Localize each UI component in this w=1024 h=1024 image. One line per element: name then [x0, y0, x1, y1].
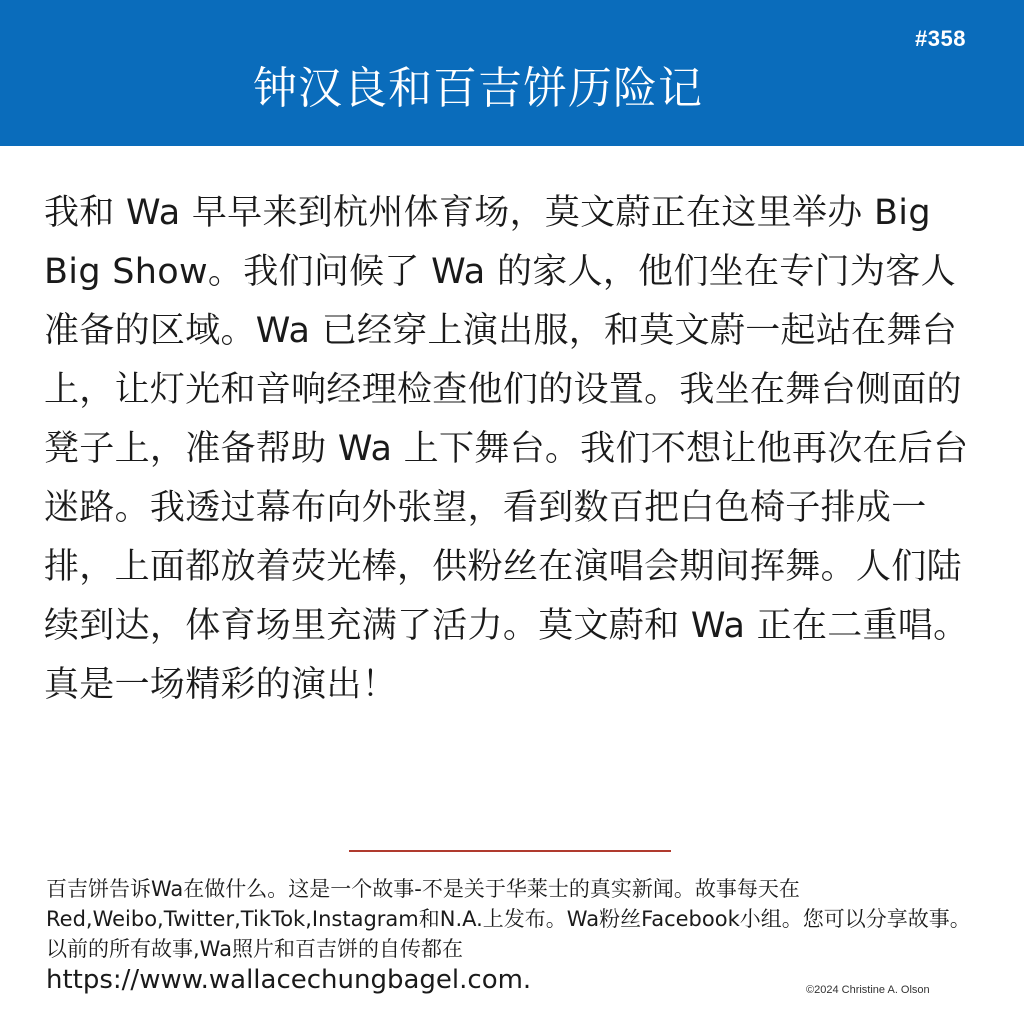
divider-line — [349, 850, 671, 852]
episode-number: #358 — [915, 26, 966, 51]
website-link[interactable]: https://www.wallacechungbagel.com. — [46, 965, 532, 995]
story-text: 我和 Wa 早早来到杭州体育场，莫文蔚正在这里举办 Big Big Show。我们问候了 Wa 的家人，他们坐在专门为客人准备的区域。Wa 已经穿上演出服，和莫文蔚一起站在舞台上，让灯光和音响经理检查他们的设置。我坐在舞台侧面的凳子上，准备帮助 Wa 上下舞台。我们不想让他再次在后台迷路。我透过幕布向外张望，看到数百把白色椅子排成一排，上面都放着荧光棒，供粉丝在演唱会期间挥舞。人们陆续到达，体育场里充满了活力。莫文蔚和 Wa 正在二重唱。真是一场精彩的演出！ — [44, 193, 969, 705]
footer-note: 百吉饼告诉Wa在做什么。这是一个故事-不是关于华莱士的真实新闻。故事每天在Red,Weibo,Twitter,TikTok,Instagram和N.A.上发布。Wa粉丝Facebook小组。您可以分享故事。以前的所有故事,Wa照片和百吉饼的自传都在 — [46, 877, 971, 961]
page-title: 钟汉良和百吉饼历险记 — [253, 63, 703, 114]
copyright-text: ©2024 Christine A. Olson — [806, 984, 930, 996]
header-banner — [0, 0, 1024, 146]
